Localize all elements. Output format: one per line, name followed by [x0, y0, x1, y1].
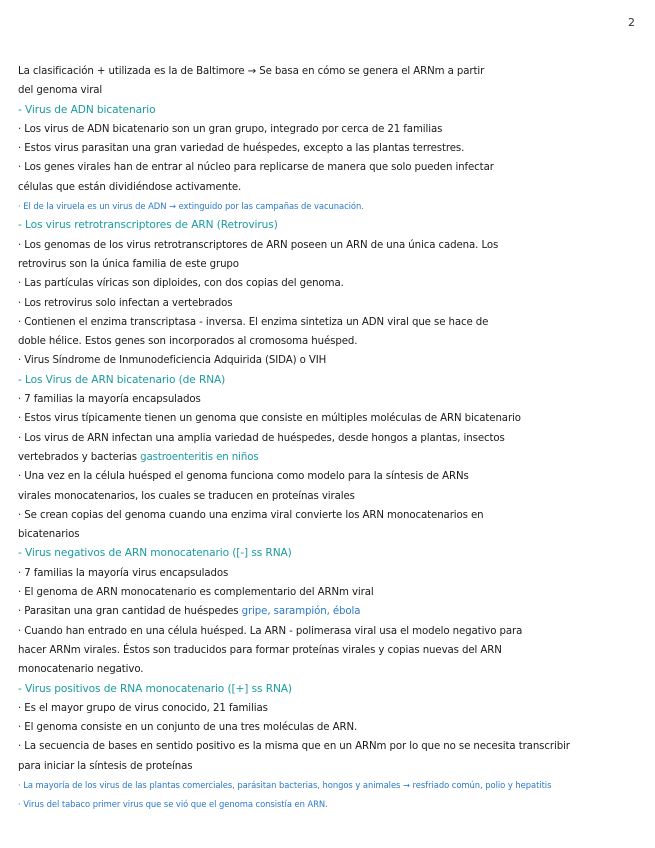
note-line: · Estos virus típicamente tienen un genoma que consiste en múltiples moléculas de ARN bicatenario	[18, 413, 521, 425]
note-line: · Una vez en la célula huésped el genoma funciona como modelo para la síntesis de ARNs	[18, 471, 469, 483]
note-line: · 7 familias la mayoría encapsulados	[18, 394, 201, 406]
side-note: · Virus del tabaco primer virus que se vió que el genoma consistía en ARN.	[18, 799, 328, 810]
side-note: · La mayoría de los virus de las plantas comerciales, parásitan bacterias, hongos y animales → resfriado común, polio y hepatitis	[18, 779, 552, 790]
side-note: · El de la viruela es un virus de ADN → extinguido por las campañas de vacunación.	[18, 201, 364, 212]
note-line: · Los virus de ADN bicatenario son un gran grupo, integrado por cerca de 21 familias	[18, 123, 443, 135]
note-line: · 7 familias la mayoría virus encapsulados	[18, 567, 229, 579]
note-line: · Las partículas víricas son diploides, con dos copias del genoma.	[18, 278, 344, 290]
note-line: · Los genes virales han de entrar al núcleo para replicarse de manera que solo pueden infectar	[18, 162, 494, 174]
note-line: hacer ARNm virales. Éstos son traducidos para formar proteínas virales y copias nuevas del ARN	[18, 644, 502, 656]
note-line	[18, 602, 638, 621]
note-line: monocatenario negativo.	[18, 664, 144, 676]
page-number: 2	[628, 16, 635, 29]
note-line: virales monocatenarios, los cuales se traducen en proteínas virales	[18, 490, 355, 502]
note-line: · La secuencia de bases en sentido positivo es la misma que en un ARNm por lo que no se necesita transcribir	[18, 741, 570, 753]
section-heading: - Virus de ADN bicatenario	[18, 103, 156, 116]
note-line: · Es el mayor grupo de virus conocido, 21 familias	[18, 702, 268, 714]
note-text: vertebrados y bacterias	[18, 451, 138, 463]
highlight-text: gripe, sarampión, ébola	[241, 606, 361, 618]
note-line: doble hélice. Estos genes son incorporados al cromosoma huésped.	[18, 336, 358, 348]
note-line	[18, 448, 638, 467]
section-heading: - Virus negativos de ARN monocatenario ([-] ss RNA)	[18, 547, 292, 560]
note-line: La clasificación + utilizada es la de Baltimore → Se basa en cómo se genera el ARNm a partir	[18, 66, 485, 77]
note-line: · Contienen el enzima transcriptasa - inversa. El enzima sintetiza un ADN viral que se hace de	[18, 316, 489, 328]
note-line: · El genoma consiste en un conjunto de una tres moléculas de ARN.	[18, 722, 358, 734]
note-text: · Parasitan una gran cantidad de huéspedes	[18, 606, 239, 618]
notes-body	[18, 62, 638, 815]
note-line: · Virus Síndrome de Inmunodeficiencia Adquirida (SIDA) o VIH	[18, 355, 327, 367]
note-line: células que están dividiéndose activamente.	[18, 181, 242, 193]
note-line: para iniciar la síntesis de proteínas	[18, 760, 193, 772]
section-heading: - Virus positivos de RNA monocatenario ([+] ss RNA)	[18, 682, 292, 695]
note-line: retrovirus son la única familia de este grupo	[18, 258, 239, 270]
note-line: · El genoma de ARN monocatenario es complementario del ARNm viral	[18, 587, 374, 599]
section-heading: - Los Virus de ARN bicatenario (de RNA)	[18, 373, 226, 386]
note-line: bicatenarios	[18, 529, 80, 541]
note-line: · Los genomas de los virus retrotranscriptores de ARN poseen un ARN de una única cadena. Los	[18, 239, 499, 251]
note-line: · Se crean copias del genoma cuando una enzima viral convierte los ARN monocatenarios en	[18, 509, 484, 521]
section-heading: - Los virus retrotranscriptores de ARN (Retrovirus)	[18, 219, 278, 232]
highlight-text: gastroenteritis en niños	[140, 451, 259, 463]
note-line: · Cuando han entrado en una célula huésped. La ARN - polimerasa viral usa el modelo negativo para	[18, 625, 523, 637]
note-line: · Los retrovirus solo infectan a vertebrados	[18, 297, 233, 309]
note-line: del genoma viral	[18, 85, 103, 97]
note-line: · Estos virus parasitan una gran variedad de huéspedes, excepto a las plantas terrestres.	[18, 143, 465, 155]
note-line: · Los virus de ARN infectan una amplia variedad de huéspedes, desde hongos a plantas, insectos	[18, 432, 505, 444]
